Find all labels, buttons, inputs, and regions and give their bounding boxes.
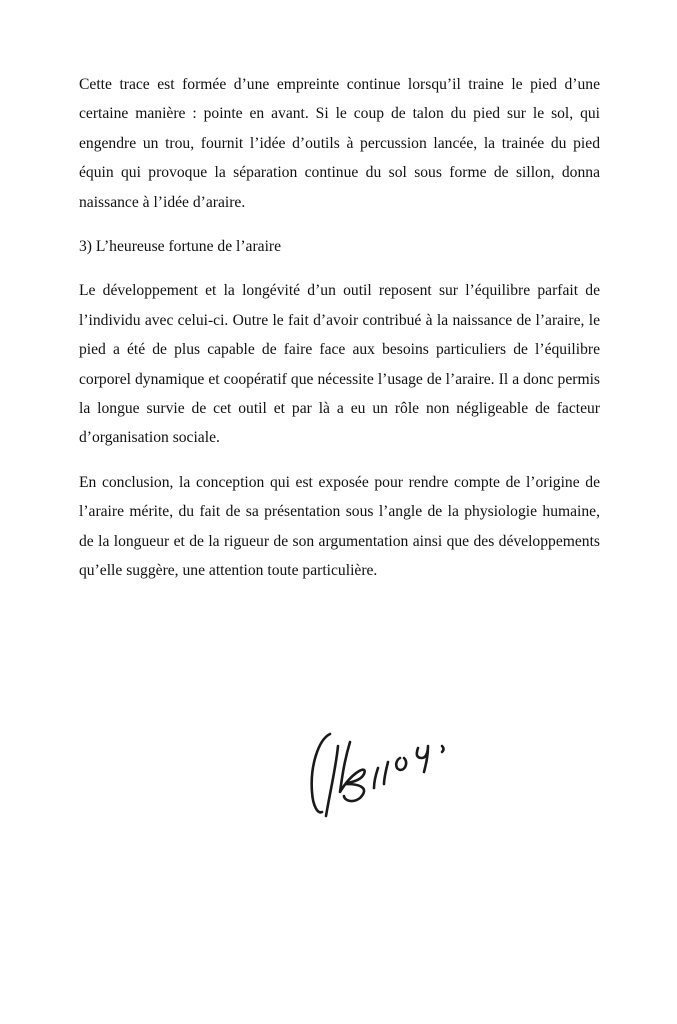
- signature-stroke-2: [326, 746, 338, 816]
- paragraph-development: Le développement et la longévité d’un outil reposent sur l’équilibre parfait de l’individu avec celui-ci. Outre le fait d’avoir contribué à la naissance de l’araire, le pied a été de plus capable de faire face aux besoins particuliers de l’équilibre corporel dynamique et coopératif que nécessite l’usage de l’araire. Il a donc permis la longue survie de cet outil et par là a eu un rôle non négligeable de facteur d’organisation sociale.: [79, 282, 600, 447]
- signature-stroke-3: [340, 742, 365, 801]
- handwritten-signature: [300, 712, 470, 832]
- signature-stroke-8: [442, 746, 444, 752]
- signature-stroke-6: [396, 758, 406, 770]
- signature-stroke-4: [374, 768, 378, 788]
- signature-stroke-5: [384, 762, 388, 784]
- paragraph-conclusion: En conclusion, la conception qui est exposée pour rendre compte de l’origine de l’araire mérite, du fait de sa présentation sous l’angle de la physiologie humaine, de la longueur et de la rigueur de son argumentation ainsi que des développements qu’elle suggère, une attention toute particulière.: [79, 473, 600, 580]
- signature-stroke-1: [312, 734, 330, 812]
- paragraph-trace: Cette trace est formée d’une empreinte continue lorsqu’il traine le pied d’une certaine manière : pointe en avant. Si le coup de talon du pied sur le sol, qui engendre un trou, fournit l’idée d’outils à percussion lancée, la trainée du pied équin qui provoque la séparation continue du sol sous forme de sillon, donna naissance à l’idée d’araire.: [79, 76, 600, 211]
- signature-stroke-7: [417, 746, 428, 772]
- document-body: [79, 70, 600, 586]
- section-heading: 3) L’heureuse fortune de l’araire: [79, 238, 282, 256]
